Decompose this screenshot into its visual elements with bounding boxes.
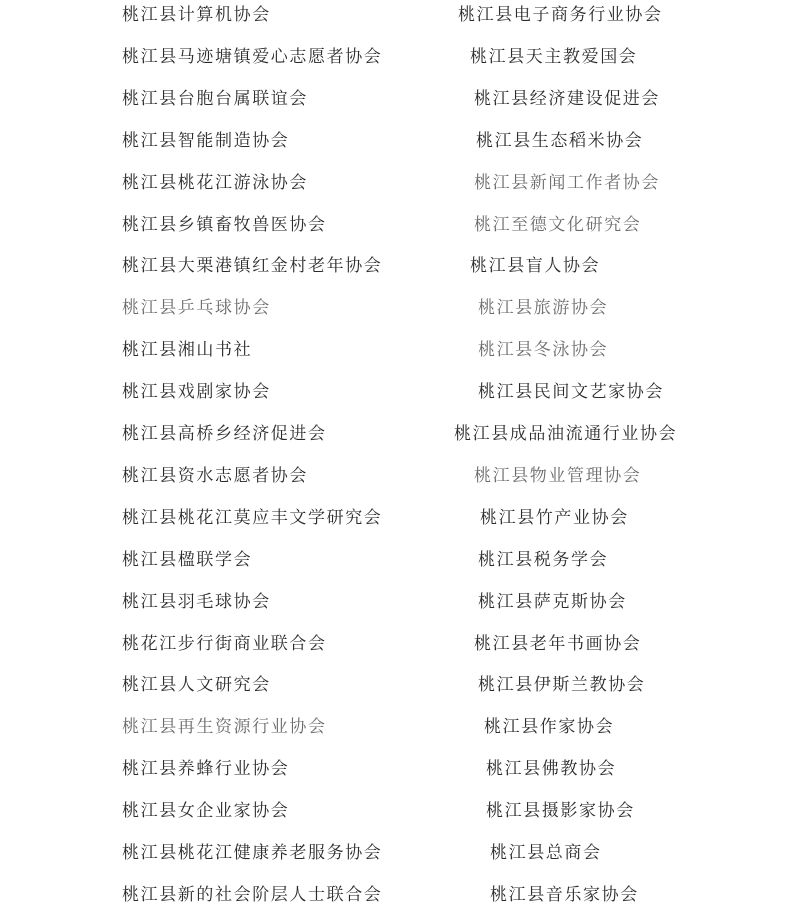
list-row (0, 126, 800, 156)
organization-name-right: 桃江县冬泳协会 (478, 340, 609, 361)
organization-name-right: 桃江县物业管理协会 (474, 465, 642, 486)
organization-name-left: 桃江县高桥乡经济促进会 (122, 424, 327, 444)
list-row (0, 587, 800, 617)
list-row (0, 754, 800, 784)
list-row (0, 42, 800, 72)
organization-name-left: 桃江县戏剧家协会 (122, 382, 271, 403)
list-row (0, 796, 800, 826)
organization-name-left: 桃江县台胞台属联谊会 (122, 88, 308, 109)
organization-name-left: 桃江县人文研究会 (122, 675, 271, 696)
organization-name-right: 桃江县天主教爱国会 (470, 46, 638, 67)
list-row (0, 419, 800, 449)
list-row (0, 545, 800, 575)
organization-name-left: 桃江县羽毛球协会 (122, 591, 271, 612)
organization-name-right: 桃江县盲人协会 (470, 256, 601, 277)
organization-name-right: 桃江县税务学会 (478, 549, 609, 570)
organization-name-left: 桃江县大栗港镇红金村老年协会 (122, 256, 383, 277)
list-row (0, 712, 800, 742)
organization-name-left: 桃江县养蜂行业协会 (122, 759, 290, 780)
list-row (0, 335, 800, 365)
list-row (0, 503, 800, 533)
organization-name-left: 桃江县新的社会阶层人士联合会 (122, 884, 383, 905)
organization-name-left: 桃江县桃花江莫应丰文学研究会 (122, 507, 383, 528)
organization-name-right: 桃江县音乐家协会 (490, 884, 639, 905)
organization-name-left: 桃江县乡镇畜牧兽医协会 (122, 214, 327, 235)
organization-name-left: 桃江县资水志愿者协会 (122, 465, 308, 486)
organization-name-right: 桃江县佛教协会 (486, 759, 617, 780)
organization-name-left: 桃江县计算机协会 (122, 5, 271, 25)
list-row (0, 293, 800, 323)
organization-name-right: 桃江县生态稻米协会 (476, 130, 644, 151)
organization-name-right: 桃江县作家协会 (484, 717, 615, 738)
organization-name-right: 桃江县民间文艺家协会 (478, 382, 664, 403)
organization-name-left: 桃江县湘山书社 (122, 340, 253, 361)
organization-name-left: 桃江县桃花江游泳协会 (122, 172, 308, 193)
organization-name-left: 桃花江步行街商业联合会 (122, 633, 327, 654)
organization-name-right: 桃江县总商会 (490, 843, 602, 863)
list-row (0, 251, 800, 281)
organization-name-right: 桃江县成品油流通行业协会 (454, 424, 678, 444)
organization-name-right: 桃江县新闻工作者协会 (474, 172, 660, 193)
organization-name-right: 桃江至德文化研究会 (474, 214, 642, 235)
list-row (0, 0, 800, 30)
organization-name-left: 桃江县再生资源行业协会 (122, 717, 327, 738)
list-row (0, 670, 800, 700)
list-row (0, 880, 800, 910)
organization-name-right: 桃江县竹产业协会 (480, 507, 629, 528)
list-row (0, 838, 800, 868)
organization-name-right: 桃江县伊斯兰教协会 (478, 675, 646, 696)
organization-name-left: 桃江县女企业家协会 (122, 801, 290, 822)
list-row (0, 461, 800, 491)
organization-name-left: 桃江县马迹塘镇爱心志愿者协会 (122, 46, 383, 67)
organization-name-right: 桃江县电子商务行业协会 (458, 5, 663, 25)
organization-name-left: 桃江县智能制造协会 (122, 130, 290, 151)
list-row (0, 377, 800, 407)
list-row (0, 629, 800, 659)
organization-name-right: 桃江县老年书画协会 (474, 633, 642, 654)
organization-name-left: 桃江县乒乓球协会 (122, 298, 271, 319)
organization-name-right: 桃江县旅游协会 (478, 298, 609, 319)
organization-name-right: 桃江县摄影家协会 (486, 801, 635, 822)
organization-name-left: 桃江县楹联学会 (122, 549, 253, 570)
list-row (0, 84, 800, 114)
organization-name-right: 桃江县经济建设促进会 (474, 88, 660, 109)
list-row (0, 210, 800, 240)
organization-name-left: 桃江县桃花江健康养老服务协会 (122, 843, 383, 863)
list-row (0, 168, 800, 198)
organization-name-right: 桃江县萨克斯协会 (478, 591, 627, 612)
